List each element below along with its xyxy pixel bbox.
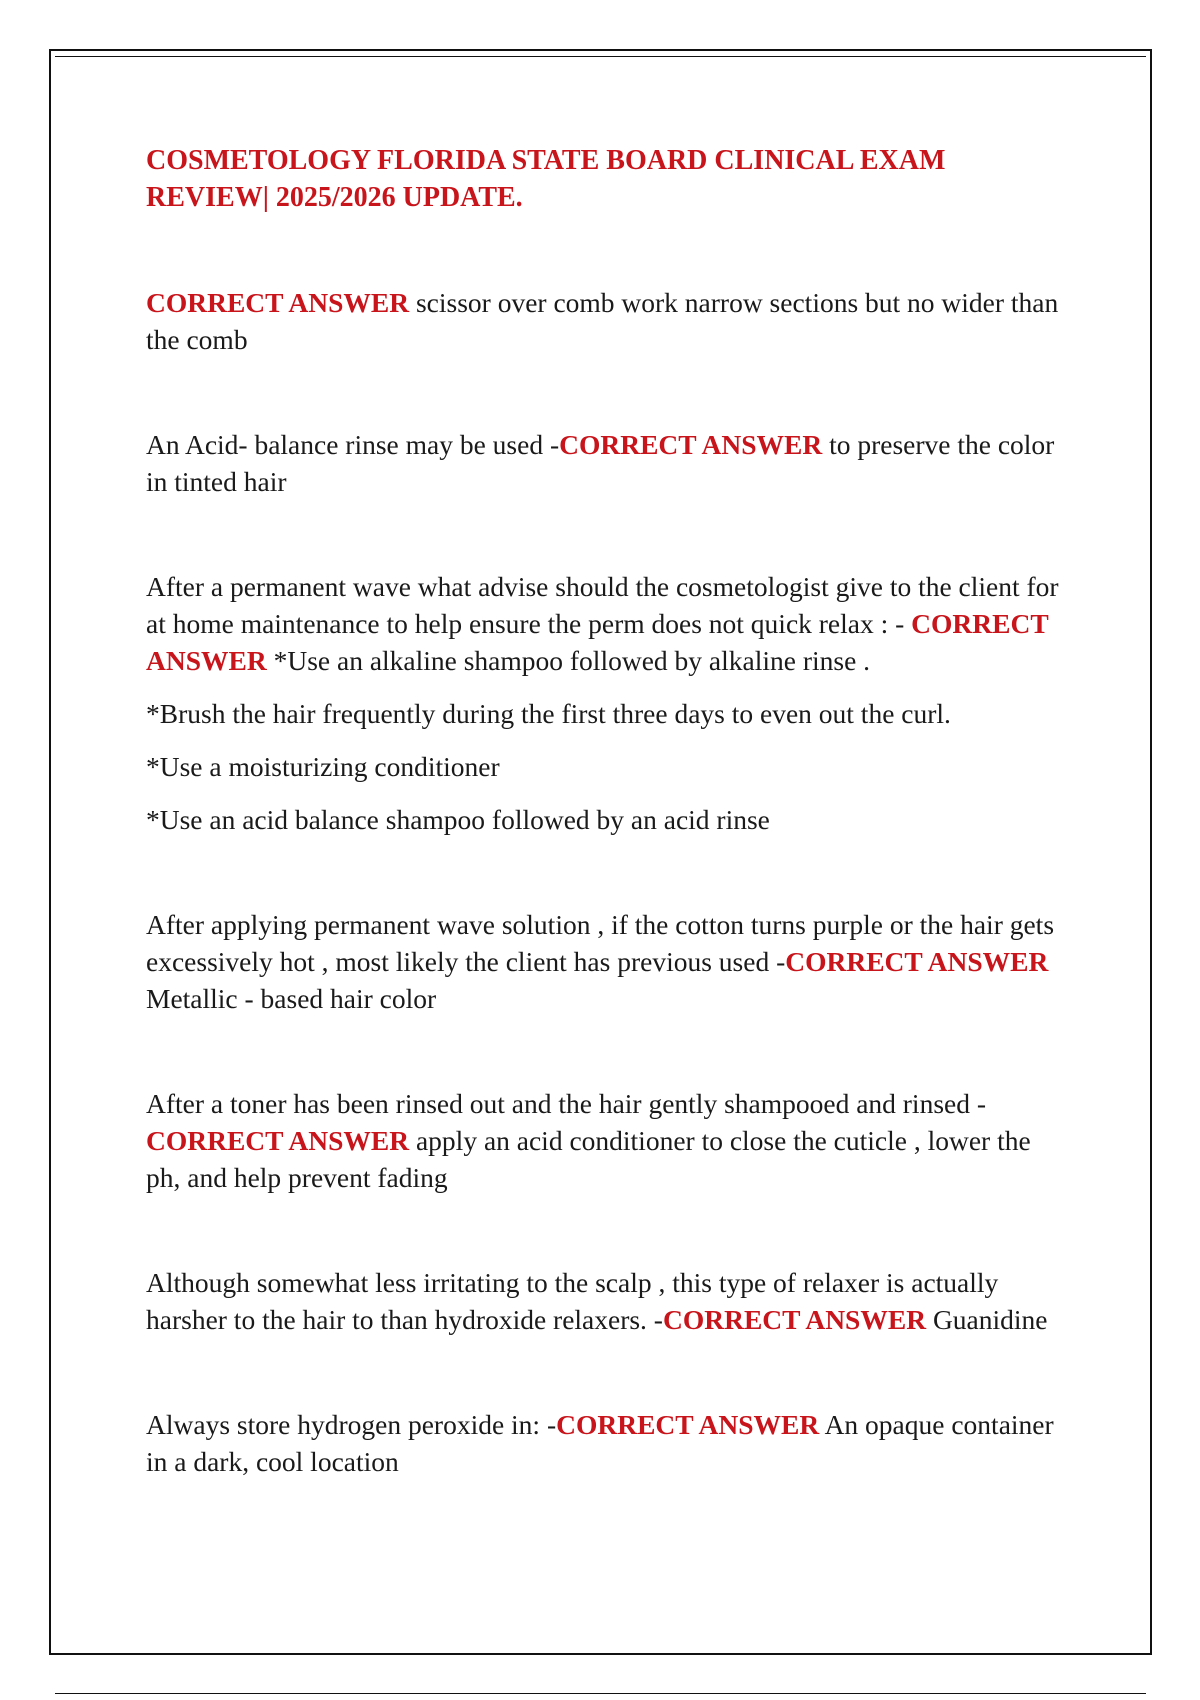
answer-line: *Use an acid balance shampoo followed by an acid rinse <box>146 804 770 835</box>
qa-item-4 <box>146 906 1066 1017</box>
qa-item-3 <box>146 568 1066 838</box>
answer-line: *Use a moisturizing conditioner <box>146 751 500 782</box>
answer-text: Metallic - based hair color <box>146 983 437 1014</box>
question-text: An Acid- balance rinse may be used - <box>146 429 560 460</box>
answer-text: Guanidine <box>926 1304 1048 1335</box>
qa-paragraph <box>146 284 1066 358</box>
correct-answer-label: CORRECT ANSWER <box>146 1125 410 1156</box>
answer-text: to preserve the color in tinted hair <box>146 429 1055 497</box>
document-title: COSMETOLOGY FLORIDA STATE BOARD CLINICAL EXAM REVIEW| 2025/2026 UPDATE. <box>146 145 946 213</box>
qa-paragraph <box>146 426 1066 500</box>
answer-text: An opaque container in a dark, cool location <box>146 1409 1054 1477</box>
correct-answer-label: CORRECT ANSWER <box>662 1304 927 1335</box>
question-text: Although somewhat less irritating to the scalp , this type of relaxer is actually harsher to the hair to than hydroxide relaxers. - <box>146 1267 999 1335</box>
qa-paragraph <box>146 1085 1066 1196</box>
document-body <box>146 142 1066 1548</box>
answer-text: *Use an alkaline shampoo followed by alkaline rinse . <box>266 645 871 676</box>
correct-answer-label: CORRECT ANSWER <box>556 1409 820 1440</box>
question-text: Always store hydrogen peroxide in: - <box>146 1409 557 1440</box>
qa-item-7 <box>146 1406 1066 1480</box>
correct-answer-label: CORRECT ANSWER <box>559 429 823 460</box>
answer-line: *Brush the hair frequently during the first three days to even out the curl. <box>146 698 951 729</box>
qa-item-1 <box>146 284 1066 358</box>
correct-answer-label: CORRECT ANSWER <box>785 946 1049 977</box>
correct-answer-label: CORRECT ANSWER <box>146 287 410 318</box>
question-text: After applying permanent wave solution , if the cotton turns purple or the hair gets excessively hot , most likely the client has previous used - <box>146 909 1055 977</box>
correct-answer-label: CORRECT ANSWER <box>146 608 1049 676</box>
answer-text: apply an acid conditioner to close the cuticle , lower the ph, and help prevent fading <box>146 1125 1031 1193</box>
qa-paragraph <box>146 906 1066 1017</box>
answer-text: scissor over comb work narrow sections but no wider than the comb <box>146 287 1059 355</box>
qa-item-5 <box>146 1085 1066 1196</box>
qa-paragraph <box>146 1406 1066 1480</box>
qa-paragraph <box>146 568 1066 679</box>
top-rule <box>55 56 1146 57</box>
question-text: After a permanent wave what advise should the cosmetologist give to the client for at home maintenance to help ensure the perm does not quick relax : - <box>146 571 1059 639</box>
qa-item-2 <box>146 426 1066 500</box>
qa-paragraph <box>146 1264 1066 1338</box>
qa-item-6 <box>146 1264 1066 1338</box>
bottom-rule <box>55 1693 1146 1694</box>
question-text: After a toner has been rinsed out and the hair gently shampooed and rinsed - <box>146 1088 987 1119</box>
